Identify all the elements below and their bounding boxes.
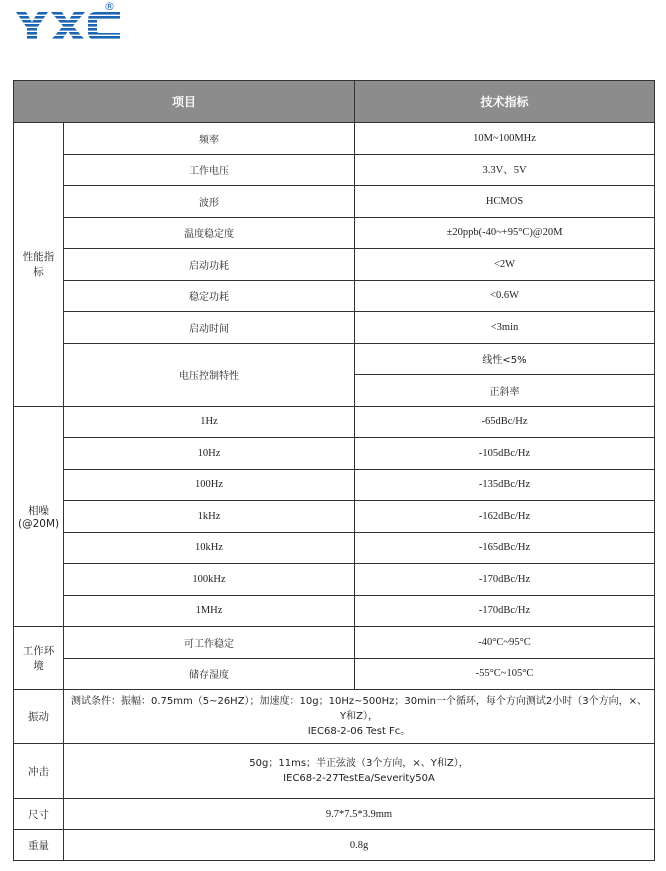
- vibration-line-2: IEC68-2-06 Test Fc。: [307, 726, 411, 737]
- spec-table: [13, 80, 655, 861]
- row-name: 启动时间: [64, 312, 355, 344]
- size-value: 9.7*7.5*3.9mm: [64, 799, 655, 830]
- row-name: 工作电压: [64, 154, 355, 186]
- row-value: 10M~100MHz: [355, 123, 655, 155]
- header-spec: 技术指标: [355, 81, 655, 123]
- row-value: <0.6W: [355, 280, 655, 312]
- row-value: -162dBc/Hz: [355, 501, 655, 533]
- header-item: 项目: [14, 81, 355, 123]
- row-value: -170dBc/Hz: [355, 564, 655, 596]
- row-value: <2W: [355, 249, 655, 281]
- shock-text: [64, 744, 655, 799]
- row-value: -135dBc/Hz: [355, 469, 655, 501]
- registered-mark: ®: [104, 0, 115, 13]
- weight-value: 0.8g: [64, 830, 655, 861]
- row-name: 电压控制特性: [64, 343, 355, 406]
- group-performance: 性能指标: [14, 123, 64, 407]
- row-name: 波形: [64, 186, 355, 218]
- row-name: 可工作稳定: [64, 627, 355, 659]
- row-value: 3.3V、5V: [355, 154, 655, 186]
- row-name: 稳定功耗: [64, 280, 355, 312]
- row-value: -65dBc/Hz: [355, 406, 655, 438]
- group-phase-noise-label: 相噪: [28, 504, 49, 517]
- group-weight: 重量: [14, 830, 64, 861]
- group-phase-noise-sublabel: (@20M): [18, 517, 60, 530]
- group-shock: 冲击: [14, 744, 64, 799]
- row-name: 1MHz: [64, 595, 355, 627]
- row-name: 10kHz: [64, 532, 355, 564]
- row-value: -105dBc/Hz: [355, 438, 655, 470]
- row-name: 10Hz: [64, 438, 355, 470]
- row-value: -55°C~105°C: [355, 658, 655, 690]
- shock-line-1: 50g；11ms；半正弦波（3个方向，×、Y和Z），: [249, 758, 469, 769]
- row-value: ±20ppb(-40~+95°C)@20M: [355, 217, 655, 249]
- row-name: 1kHz: [64, 501, 355, 533]
- group-size: 尺寸: [14, 799, 64, 830]
- row-name: 启动功耗: [64, 249, 355, 281]
- row-value: 线性<5%: [355, 343, 655, 375]
- group-vibration: 振动: [14, 690, 64, 744]
- row-name: 温度稳定度: [64, 217, 355, 249]
- row-value: -170dBc/Hz: [355, 595, 655, 627]
- vibration-text: [64, 690, 655, 744]
- row-value: HCMOS: [355, 186, 655, 218]
- row-value: 正斜率: [355, 375, 655, 407]
- yxc-logo-icon: [16, 8, 120, 42]
- row-value: <3min: [355, 312, 655, 344]
- shock-line-2: IEC68-2-27TestEa/Severity50A: [283, 773, 435, 784]
- row-name: 储存湿度: [64, 658, 355, 690]
- row-value: -165dBc/Hz: [355, 532, 655, 564]
- row-name: 100kHz: [64, 564, 355, 596]
- vibration-line-1: 测试条件：振幅：0.75mm（5~26HZ）；加速度：10g；10Hz~500Hz；30min一个循环，每个方向测试2小时（3个方向，×、Y和Z），: [70, 696, 648, 722]
- group-environment: 工作环境: [14, 627, 64, 690]
- row-name: 1Hz: [64, 406, 355, 438]
- row-name: 100Hz: [64, 469, 355, 501]
- row-value: -40°C~95°C: [355, 627, 655, 659]
- group-phase-noise: [14, 406, 64, 627]
- row-name: 频率: [64, 123, 355, 155]
